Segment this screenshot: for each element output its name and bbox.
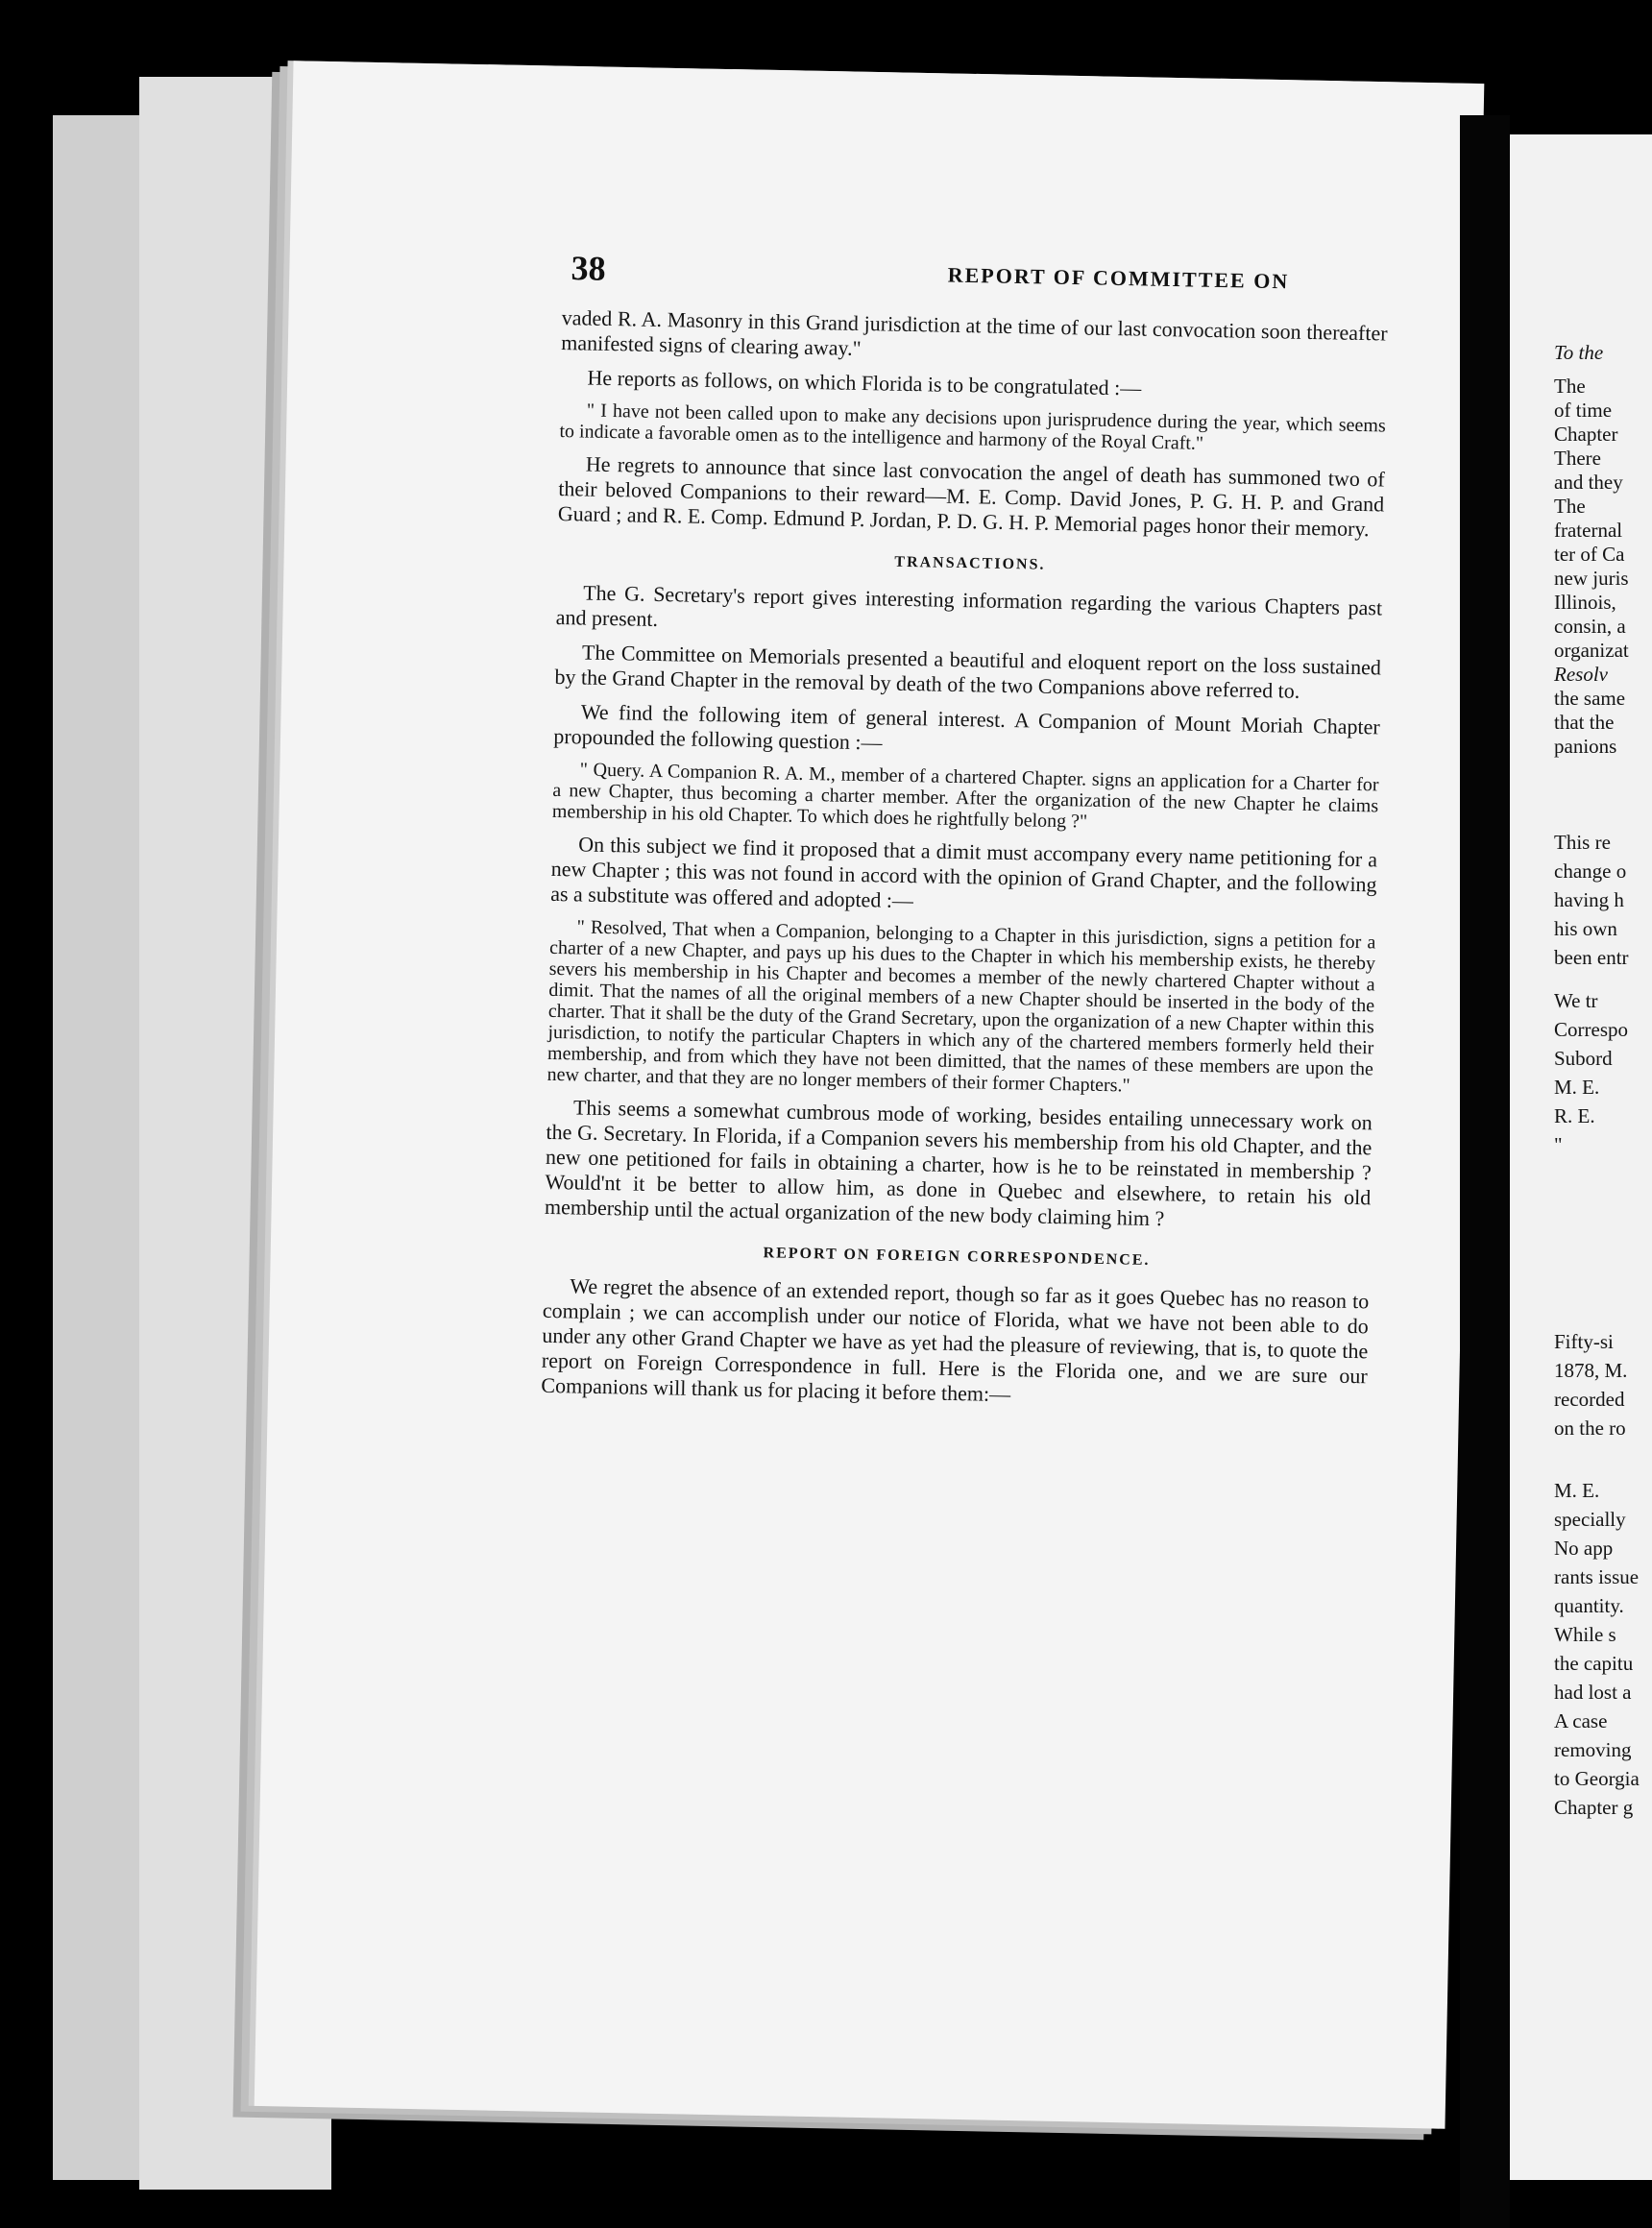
facing-page-line: " — [1554, 1133, 1563, 1156]
facing-page-line: M. E. — [1554, 1479, 1600, 1502]
section-heading-foreign-correspondence: REPORT ON FOREIGN CORRESPONDENCE. — [763, 1245, 1151, 1269]
quoted-paragraph: " Query. A Companion R. A. M., member of a chartered Chapter. signs an application for a Charter for a new Chapter, thus becoming a charter member. After the organization of the new Chapter he claims membership in his old Chapter. To which does he rightfully belong ?" — [551, 759, 1379, 833]
facing-page-line: to Georgia — [1554, 1767, 1640, 1790]
facing-page-line: his own — [1554, 917, 1617, 940]
quoted-resolution: " Resolved, That when a Companion, belonging to a Chapter in this jurisdiction, signs a petition for a charter of a new Chapter, and pays up his dues to the Chapter in which his membership exists, he thereby severs his membership in his Chapter and becomes a member of the newly chartered Chapter without a dimit. That the names of all the original members of a new Chapter should be inserted in the body of the charter. That it shall be the duty of the Grand Secretary, upon the organization of a new Chapter within this jurisdiction, to notify the particular Chapters in which any of the chartered members formerly held their membership, and from which they have not been dimitted, that the names of these members are upon the new charter, and that they are no longer members of their former Chapters." — [547, 916, 1376, 1097]
facing-page-line: the capitu — [1554, 1652, 1634, 1675]
book-gutter — [1460, 115, 1510, 2228]
facing-page-line: We tr — [1554, 989, 1598, 1012]
facing-page-line: the same — [1554, 687, 1626, 710]
page-number: 38 — [571, 248, 606, 288]
facing-page-line: While s — [1554, 1623, 1616, 1646]
facing-page-line: To the — [1554, 341, 1604, 364]
facing-page-line: panions — [1554, 735, 1617, 758]
facing-page-line: The — [1554, 375, 1586, 398]
paragraph: He regrets to announce that since last convocation the angel of death has summoned two of their beloved Companions to their reward—M. E. Comp. David Jones, P. G. H. P. and Grand Guard ; and R. E. Comp. Edmund P. Jordan, P. D. G. H. P. Memorial pages honor their memory. — [557, 451, 1385, 542]
facing-page-line: No app — [1554, 1537, 1614, 1560]
facing-page-line: new juris — [1554, 567, 1629, 590]
facing-page-line: R. E. — [1554, 1104, 1595, 1127]
section-heading-transactions: TRANSACTIONS. — [894, 553, 1046, 573]
facing-page-line: and they — [1554, 471, 1623, 494]
facing-page-line: There — [1554, 447, 1601, 470]
facing-page-line: 1878, M. — [1554, 1359, 1628, 1382]
facing-page-line: rants issue — [1554, 1565, 1640, 1588]
facing-page-line: quantity. — [1554, 1594, 1624, 1617]
facing-page-line: Correspo — [1554, 1018, 1628, 1041]
facing-page-line: Illinois, — [1554, 591, 1616, 614]
paragraph: The Committee on Memorials presented a beautiful and eloquent report on the loss sustained by the Grand Chapter in the removal by death of the two Companions above referred to. — [554, 640, 1382, 703]
page-body — [541, 305, 1388, 1423]
facing-page-line: ter of Ca — [1554, 543, 1625, 566]
facing-page-line: Subord — [1554, 1047, 1613, 1070]
facing-page-line: M. E. — [1554, 1076, 1600, 1099]
facing-page-line: Chapter g — [1554, 1796, 1634, 1819]
facing-page-line: been entr — [1554, 946, 1629, 969]
facing-page-line: organizat — [1554, 639, 1629, 662]
facing-page-line: change o — [1554, 860, 1627, 883]
paragraph: vaded R. A. Masonry in this Grand jurisdiction at the time of our last convocation soon thereafter manifested signs of clearing away." — [561, 305, 1388, 360]
facing-page-line: This re — [1554, 831, 1611, 854]
facing-page-line: specially — [1554, 1508, 1626, 1531]
facing-page-line: recorded — [1554, 1388, 1625, 1411]
paragraph: He reports as follows, on which Florida is to be congratulated :— — [587, 365, 1142, 400]
paragraph: This seems a somewhat cumbrous mode of working, besides entailing unnecessary work on the G. Secretary. In Florida, if a Companion severs his membership from his old Chapter, and the new one petitioned for fails in obtaining a charter, how is he to be reinstated in membership ? Would'nt it be better to allow him, as done in Quebec and elsewhere, to retain his old membership until the actual organization of the new body claiming him ? — [544, 1095, 1373, 1231]
paragraph: On this subject we find it proposed that a dimit must accompany every name petitioning for a new Chapter ; this was not found in accord with the opinion of Grand Chapter, and the following as a substitute was offered and adopted :— — [550, 832, 1378, 913]
facing-page-line: The — [1554, 495, 1586, 518]
facing-page-line: A case — [1554, 1709, 1608, 1732]
paragraph: The G. Secretary's report gives interesting information regarding the various Chapters past and present. — [555, 580, 1383, 631]
facing-page-line: Chapter — [1554, 423, 1618, 446]
paragraph: We find the following item of general interest. A Companion of Mount Moriah Chapter propounded the following question :— — [553, 699, 1380, 755]
facing-page-line: that the — [1554, 711, 1615, 734]
facing-page-line: on the ro — [1554, 1417, 1626, 1440]
page-header-title: REPORT OF COMMITTEE ON — [947, 262, 1290, 294]
facing-page-line: had lost a — [1554, 1681, 1632, 1704]
paragraph: We regret the absence of an extended report, though so far as it goes Quebec has no reason to complain ; we can accomplish under our notice of Florida, what we have not been able to do under any other Grand Chapter we have as yet had the pleasure of reviewing, that is, to quote the report on Foreign Correspondence in full. Here is the Florida one, and we are sure our Companions will thank us for placing it before them:— — [541, 1273, 1370, 1407]
facing-page-line: removing — [1554, 1738, 1632, 1761]
facing-page-line: having h — [1554, 888, 1624, 911]
quoted-paragraph: " I have not been called upon to make any decisions upon jurisprudence during the year, which seems to indicate a favorable omen as to the intelligence and harmony of the Royal Craft." — [559, 400, 1386, 454]
facing-page-line: Resolv — [1554, 663, 1608, 686]
facing-page-line: Fifty-si — [1554, 1330, 1614, 1353]
facing-page-line: consin, a — [1554, 615, 1626, 638]
facing-page-line: fraternal — [1554, 519, 1623, 542]
facing-page-line: of time — [1554, 399, 1613, 422]
